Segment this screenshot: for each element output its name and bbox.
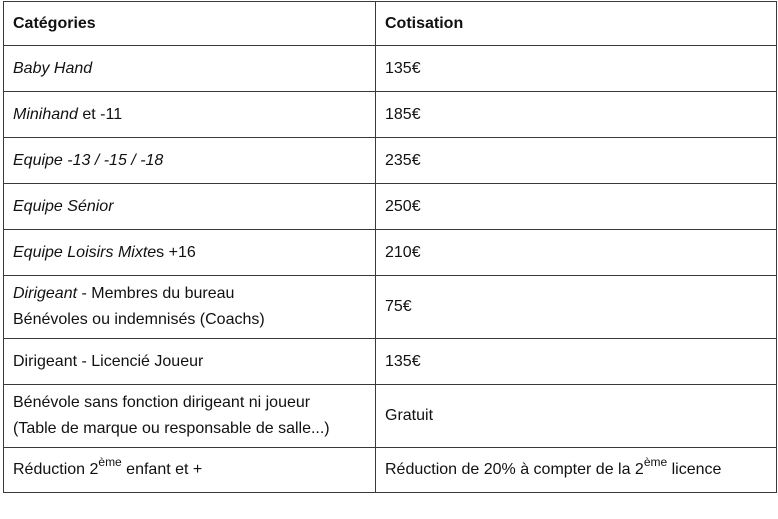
fee-cell: 235€ (376, 138, 777, 184)
category-cell (4, 448, 376, 493)
category-superscript: ème (98, 454, 122, 469)
fee-cell: 135€ (376, 46, 777, 92)
fee-cell: 250€ (376, 184, 777, 230)
header-row (4, 2, 777, 46)
table-row (4, 448, 777, 493)
fee-text-pre: Réduction de 20% à compter de la 2 (385, 461, 644, 478)
category-cell (4, 276, 376, 339)
fee-cell: 185€ (376, 92, 777, 138)
category-cell (4, 230, 376, 276)
category-cell (4, 184, 376, 230)
fees-table (3, 1, 777, 493)
category-cell (4, 46, 376, 92)
category-line-2: Bénévoles ou indemnisés (Coachs) (13, 311, 265, 328)
table-row (4, 46, 777, 92)
fee-cell: 210€ (376, 230, 777, 276)
category-line-1 (13, 281, 366, 307)
fee-cell: Gratuit (376, 385, 777, 448)
fee-cell (376, 448, 777, 493)
fee-superscript: ème (643, 454, 668, 469)
category-italic: Equipe Loisirs Mixte (13, 243, 157, 261)
category-text: - Membres du bureau (77, 285, 235, 302)
table-row (4, 276, 777, 339)
table-row (4, 230, 777, 276)
category-cell (4, 138, 376, 184)
category-text-post: enfant et + (121, 461, 203, 478)
category-cell (4, 92, 376, 138)
category-italic: Equipe -13 / -15 / -18 (13, 151, 164, 169)
category-italic: Minihand (13, 105, 78, 123)
fee-cell: 135€ (376, 339, 777, 385)
header-fee: Cotisation (376, 2, 777, 46)
fee-cell: 75€ (376, 276, 777, 339)
category-line-2: (Table de marque ou responsable de salle...) (13, 420, 330, 437)
category-cell (4, 385, 376, 448)
category-text: s +16 (156, 243, 196, 261)
table-row (4, 92, 777, 138)
category-line-1: Bénévole sans fonction dirigeant ni joueur (13, 394, 311, 411)
category-text: et -11 (77, 105, 123, 123)
table-row (4, 339, 777, 385)
category-cell: Dirigeant - Licencié Joueur (4, 339, 376, 385)
category-italic: Dirigeant (13, 285, 78, 302)
category-italic: Equipe Sénior (13, 197, 114, 215)
table-row (4, 184, 777, 230)
header-category: Catégories (4, 2, 376, 46)
category-italic: Baby Hand (13, 59, 93, 77)
table-row (4, 138, 777, 184)
category-text-pre: Réduction 2 (13, 461, 99, 478)
fee-text-post: licence (667, 461, 722, 478)
table-row (4, 385, 777, 448)
